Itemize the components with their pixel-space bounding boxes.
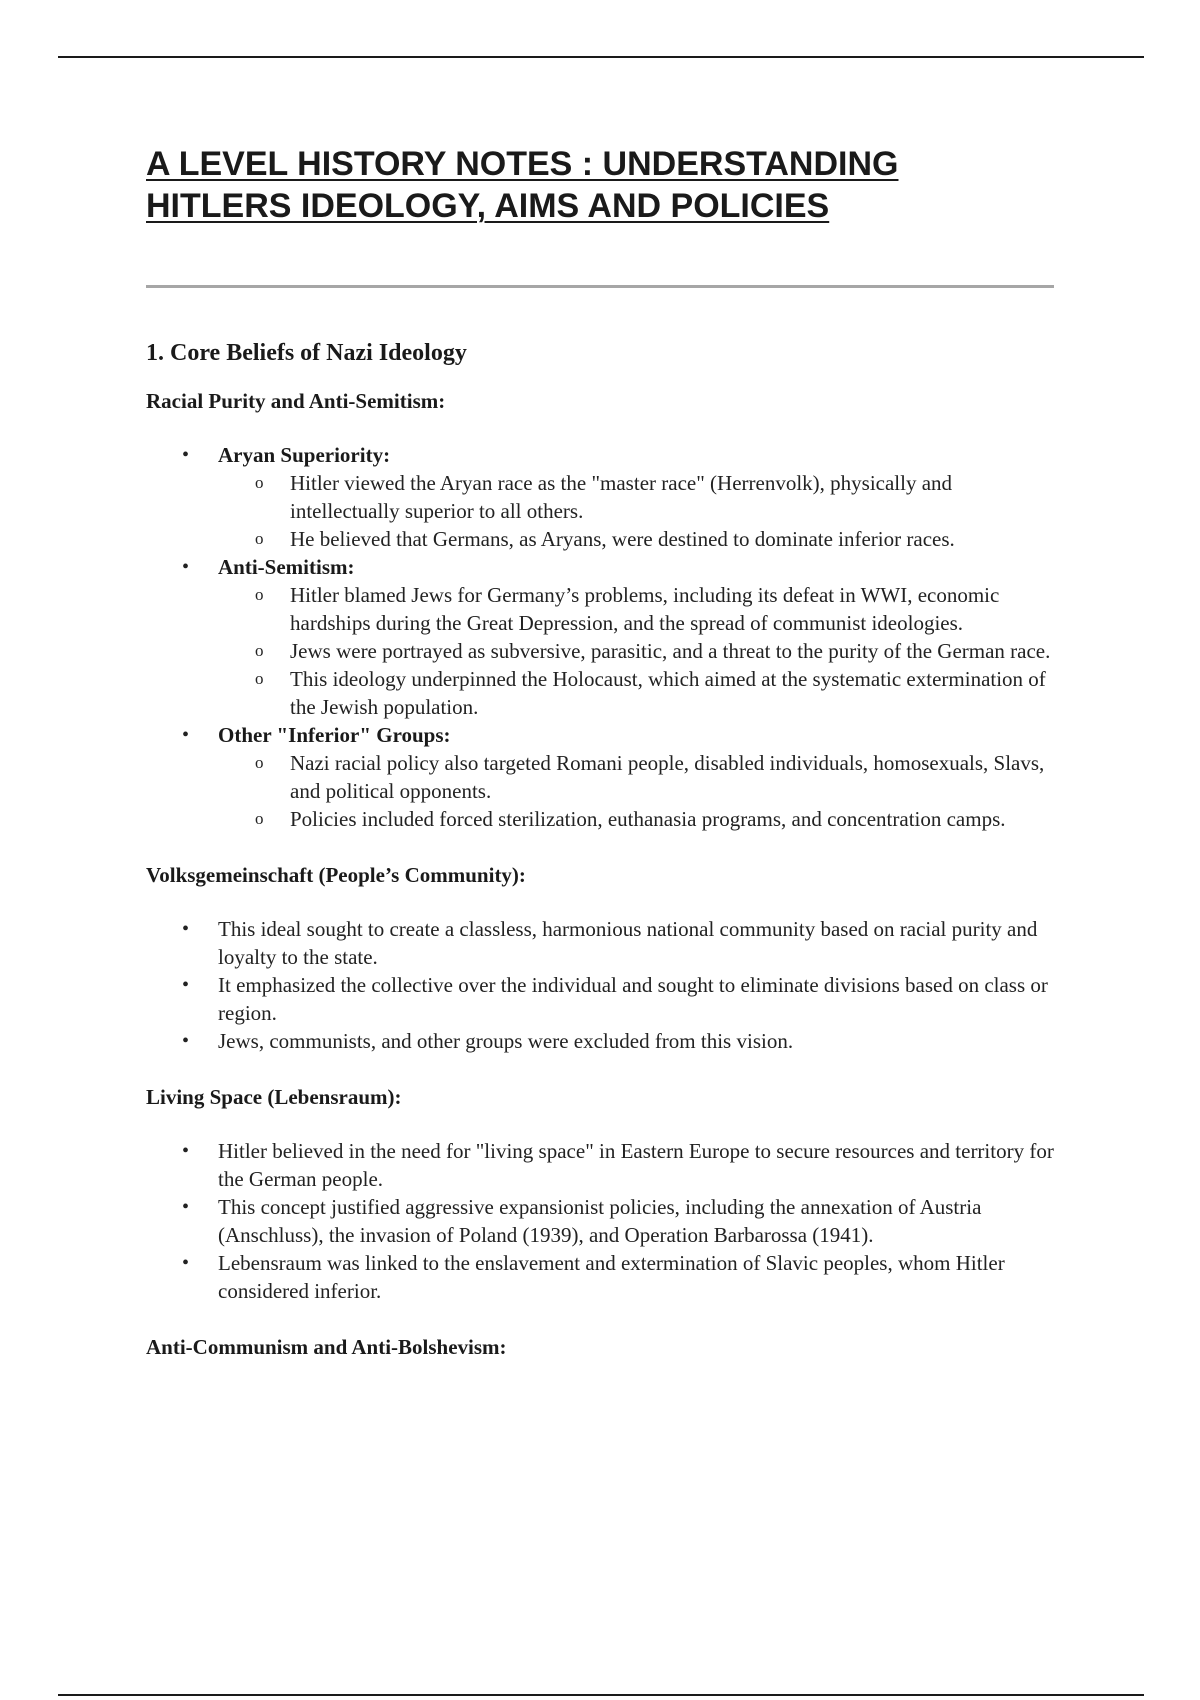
page-top-rule: [58, 56, 1144, 58]
list-item: • Lebensraum was linked to the enslavement and extermination of Slavic peoples, whom Hitler considered inferior.: [146, 1249, 1061, 1305]
subheading-racial-purity: Racial Purity and Anti-Semitism:: [146, 389, 446, 413]
page-title: [146, 143, 1066, 227]
bullet-heading: Other "Inferior" Groups:: [218, 723, 451, 747]
sub-list-item: o Hitler blamed Jews for Germany’s problems, including its defeat in WWI, economic hardships during the Great Depression, and the spread of communist ideologies.: [218, 581, 1061, 637]
page-title-line-2: HITLERS IDEOLOGY, AIMS AND POLICIES: [146, 187, 830, 225]
list-item: [146, 553, 1061, 721]
title-divider: [146, 285, 1054, 288]
sub-list-item: o Policies included forced sterilization, euthanasia programs, and concentration camps.: [218, 805, 1061, 833]
list-item: [146, 441, 1061, 553]
list-item: [146, 721, 1061, 833]
list-item: • This concept justified aggressive expansionist policies, including the annexation of Austria (Anschluss), the invasion of Poland (1939), and Operation Barbarossa (1941).: [146, 1193, 1061, 1249]
section-heading: 1. Core Beliefs of Nazi Ideology: [146, 340, 467, 366]
sub-list-item: o Jews were portrayed as subversive, parasitic, and a threat to the purity of the German race.: [218, 637, 1061, 665]
list-item: • This ideal sought to create a classless, harmonious national community based on racial purity and loyalty to the state.: [146, 915, 1061, 971]
sub-list-item: o He believed that Germans, as Aryans, were destined to dominate inferior races.: [218, 525, 1061, 553]
subheading-anti-communism: Anti-Communism and Anti-Bolshevism:: [146, 1335, 507, 1359]
sub-list: [218, 749, 1061, 833]
bullet-heading: Aryan Superiority:: [218, 443, 391, 467]
subheading-volksgemeinschaft: Volksgemeinschaft (People’s Community):: [146, 863, 526, 887]
subheading-lebensraum: Living Space (Lebensraum):: [146, 1085, 402, 1109]
list-item: • Jews, communists, and other groups were excluded from this vision.: [146, 1027, 1061, 1055]
sub-list-item: o Nazi racial policy also targeted Romani people, disabled individuals, homosexuals, Slavs, and political opponents.: [218, 749, 1061, 805]
bullet-heading: Anti-Semitism:: [218, 555, 355, 579]
document-body: [146, 337, 1061, 1387]
sub-list: [218, 581, 1061, 721]
lebensraum-list: [146, 1137, 1061, 1305]
list-item: • Hitler believed in the need for "living space" in Eastern Europe to secure resources and territory for the German people.: [146, 1137, 1061, 1193]
page-bottom-rule: [58, 1694, 1144, 1696]
sub-list-item: o Hitler viewed the Aryan race as the "master race" (Herrenvolk), physically and intellectually superior to all others.: [218, 469, 1061, 525]
page-title-line-1: A LEVEL HISTORY NOTES : UNDERSTANDING: [146, 145, 899, 183]
sub-list: [218, 469, 1061, 553]
racial-purity-list: [146, 441, 1061, 833]
sub-list-item: o This ideology underpinned the Holocaust, which aimed at the systematic extermination of the Jewish population.: [218, 665, 1061, 721]
list-item: • It emphasized the collective over the individual and sought to eliminate divisions based on class or region.: [146, 971, 1061, 1027]
volksgemeinschaft-list: [146, 915, 1061, 1055]
